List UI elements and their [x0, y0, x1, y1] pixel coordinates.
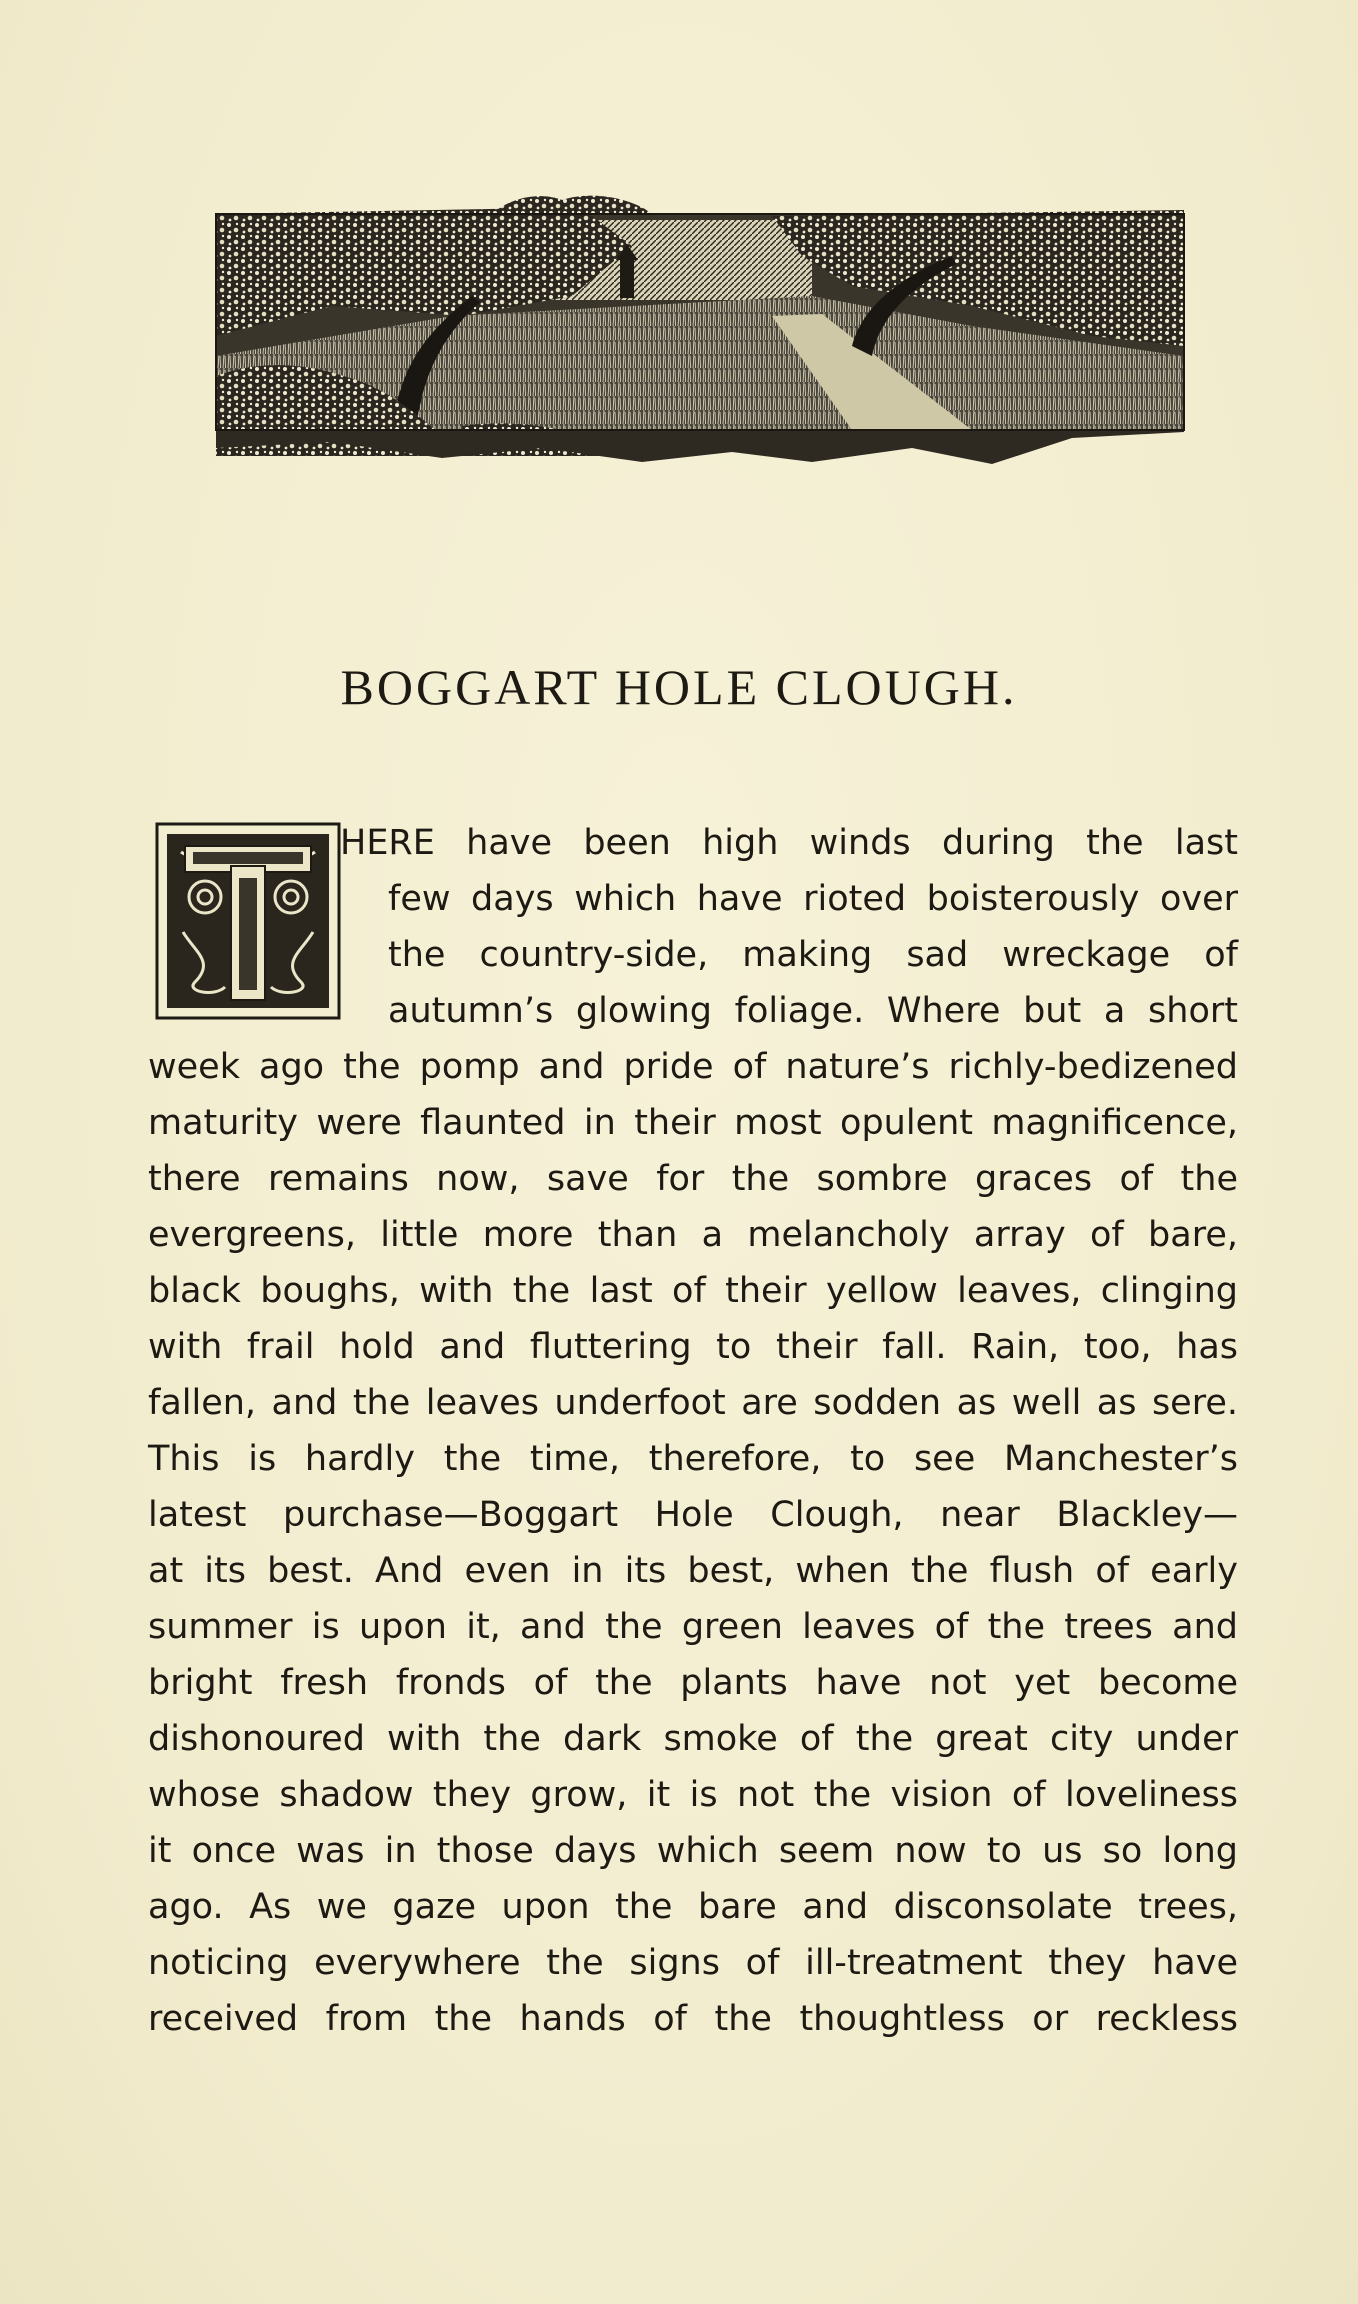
text-line: latest purchase—Boggart Hole Clough, near Blackley—	[148, 1495, 1238, 1535]
text-line: black boughs, with the last of their yellow leaves, clinging	[148, 1271, 1238, 1311]
text-line: summer is upon it, and the green leaves of the trees and	[148, 1607, 1238, 1647]
text-line: dishonoured with the dark smoke of the great city under	[148, 1719, 1238, 1759]
chapter-title: BOGGART HOLE CLOUGH.	[340, 659, 1018, 715]
text-line: it once was in those days which seem now to us so long	[148, 1831, 1238, 1871]
text-line: at its best. And even in its best, when the flush of early	[148, 1551, 1238, 1591]
text-line: week ago the pomp and pride of nature’s richly-bedizened	[148, 1047, 1238, 1087]
headpiece-illustration	[212, 186, 1188, 466]
text-line: noticing everywhere the signs of ill-treatment they have	[148, 1943, 1238, 1983]
text-line: received from the hands of the thoughtless or reckless	[148, 1999, 1238, 2039]
text-line: HERE have been high winds during the last	[340, 823, 1238, 863]
text-line: fallen, and the leaves underfoot are sodden as well as sere.	[148, 1383, 1238, 1423]
text-line: maturity were flaunted in their most opulent magnificence,	[148, 1103, 1238, 1143]
text-line: there remains now, save for the sombre graces of the	[148, 1159, 1238, 1199]
text-line: autumn’s glowing foliage. Where but a short	[388, 991, 1238, 1031]
text-line: evergreens, little more than a melancholy array of bare,	[148, 1215, 1238, 1255]
text-line: This is hardly the time, therefore, to see Manchester’s	[148, 1439, 1238, 1479]
engraved-landscape-icon	[212, 186, 1188, 466]
text-line: bright fresh fronds of the plants have not yet become	[148, 1663, 1238, 1703]
text-line: with frail hold and fluttering to their fall. Rain, too, has	[148, 1327, 1238, 1367]
main-paragraph	[148, 815, 1238, 2047]
text-line: whose shadow they grow, it is not the vision of loveliness	[148, 1775, 1238, 1815]
text-line: few days which have rioted boisterously over	[388, 879, 1238, 919]
text-line: the country-side, making sad wreckage of	[388, 935, 1238, 975]
text-line: ago. As we gaze upon the bare and disconsolate trees,	[148, 1887, 1238, 1927]
